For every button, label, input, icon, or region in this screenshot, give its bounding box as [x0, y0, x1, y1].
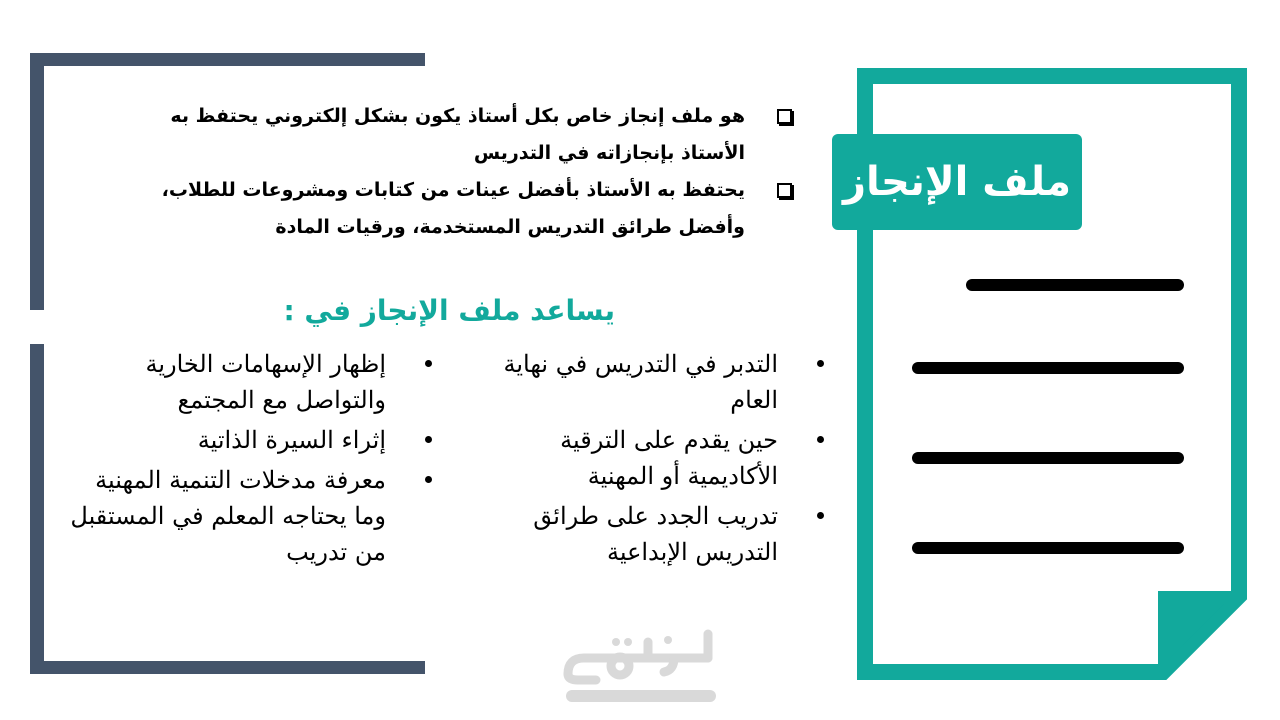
- benefit-item: [60, 422, 448, 458]
- benefits-list-right: [470, 346, 840, 574]
- intro-item: [100, 98, 800, 172]
- benefit-text: إثراء السيرة الذاتية: [197, 426, 386, 454]
- benefits-heading: يساعد ملف الإنجاز في :: [283, 294, 615, 327]
- frame-top-border: [30, 53, 425, 66]
- benefit-text: حين يقدم على الترقية الأكاديمية أو المهنية: [560, 426, 778, 490]
- benefit-item: [470, 346, 840, 418]
- checkbox-bullet-icon: [777, 109, 792, 124]
- bullet-dot-icon: [425, 436, 432, 443]
- benefit-item: [60, 462, 448, 570]
- intro-item-text: هو ملف إنجاز خاص بكل أستاذ يكون بشكل إلكتروني يحتفظ به الأستاذ بإنجازاته في التدريس: [170, 105, 745, 164]
- frame-left-border-upper: [30, 53, 44, 310]
- benefit-text: إظهار الإسهامات الخارية والتواصل مع المجتمع: [145, 350, 386, 414]
- bullet-dot-icon: [425, 360, 432, 367]
- intro-item-text: يحتفظ به الأستاذ بأفضل عينات من كتابات ومشروعات للطلاب، وأفضل طرائق التدريس المستخدمة، ورقيات المادة: [161, 179, 745, 238]
- intro-list: [100, 98, 800, 246]
- document-text-line: [912, 362, 1184, 374]
- document-title-banner: [832, 134, 1082, 230]
- checkbox-bullet-icon: [777, 183, 792, 198]
- document-text-line: [912, 542, 1184, 554]
- benefit-item: [470, 422, 840, 494]
- benefit-item: [60, 346, 448, 418]
- benefit-text: معرفة مدخلات التنمية المهنية وما يحتاجه المعلم في المستقبل من تدريب: [70, 466, 386, 566]
- mostaql-watermark-logo: [548, 628, 738, 708]
- benefit-text: تدريب الجدد على طرائق التدريس الإبداعية: [533, 502, 778, 566]
- document-title: ملف الإنجاز: [842, 159, 1072, 205]
- bullet-dot-icon: [425, 476, 432, 483]
- bullet-dot-icon: [817, 436, 824, 443]
- bullet-dot-icon: [817, 360, 824, 367]
- frame-bottom-border: [30, 661, 425, 674]
- document-text-line: [966, 279, 1184, 291]
- document-text-line: [912, 452, 1184, 464]
- benefits-list-left: [60, 346, 448, 574]
- benefit-text: التدبر في التدريس في نهاية العام: [503, 350, 778, 414]
- bullet-dot-icon: [817, 512, 824, 519]
- frame-left-border-lower: [30, 344, 44, 674]
- benefit-item: [470, 498, 840, 570]
- intro-item: [100, 172, 800, 246]
